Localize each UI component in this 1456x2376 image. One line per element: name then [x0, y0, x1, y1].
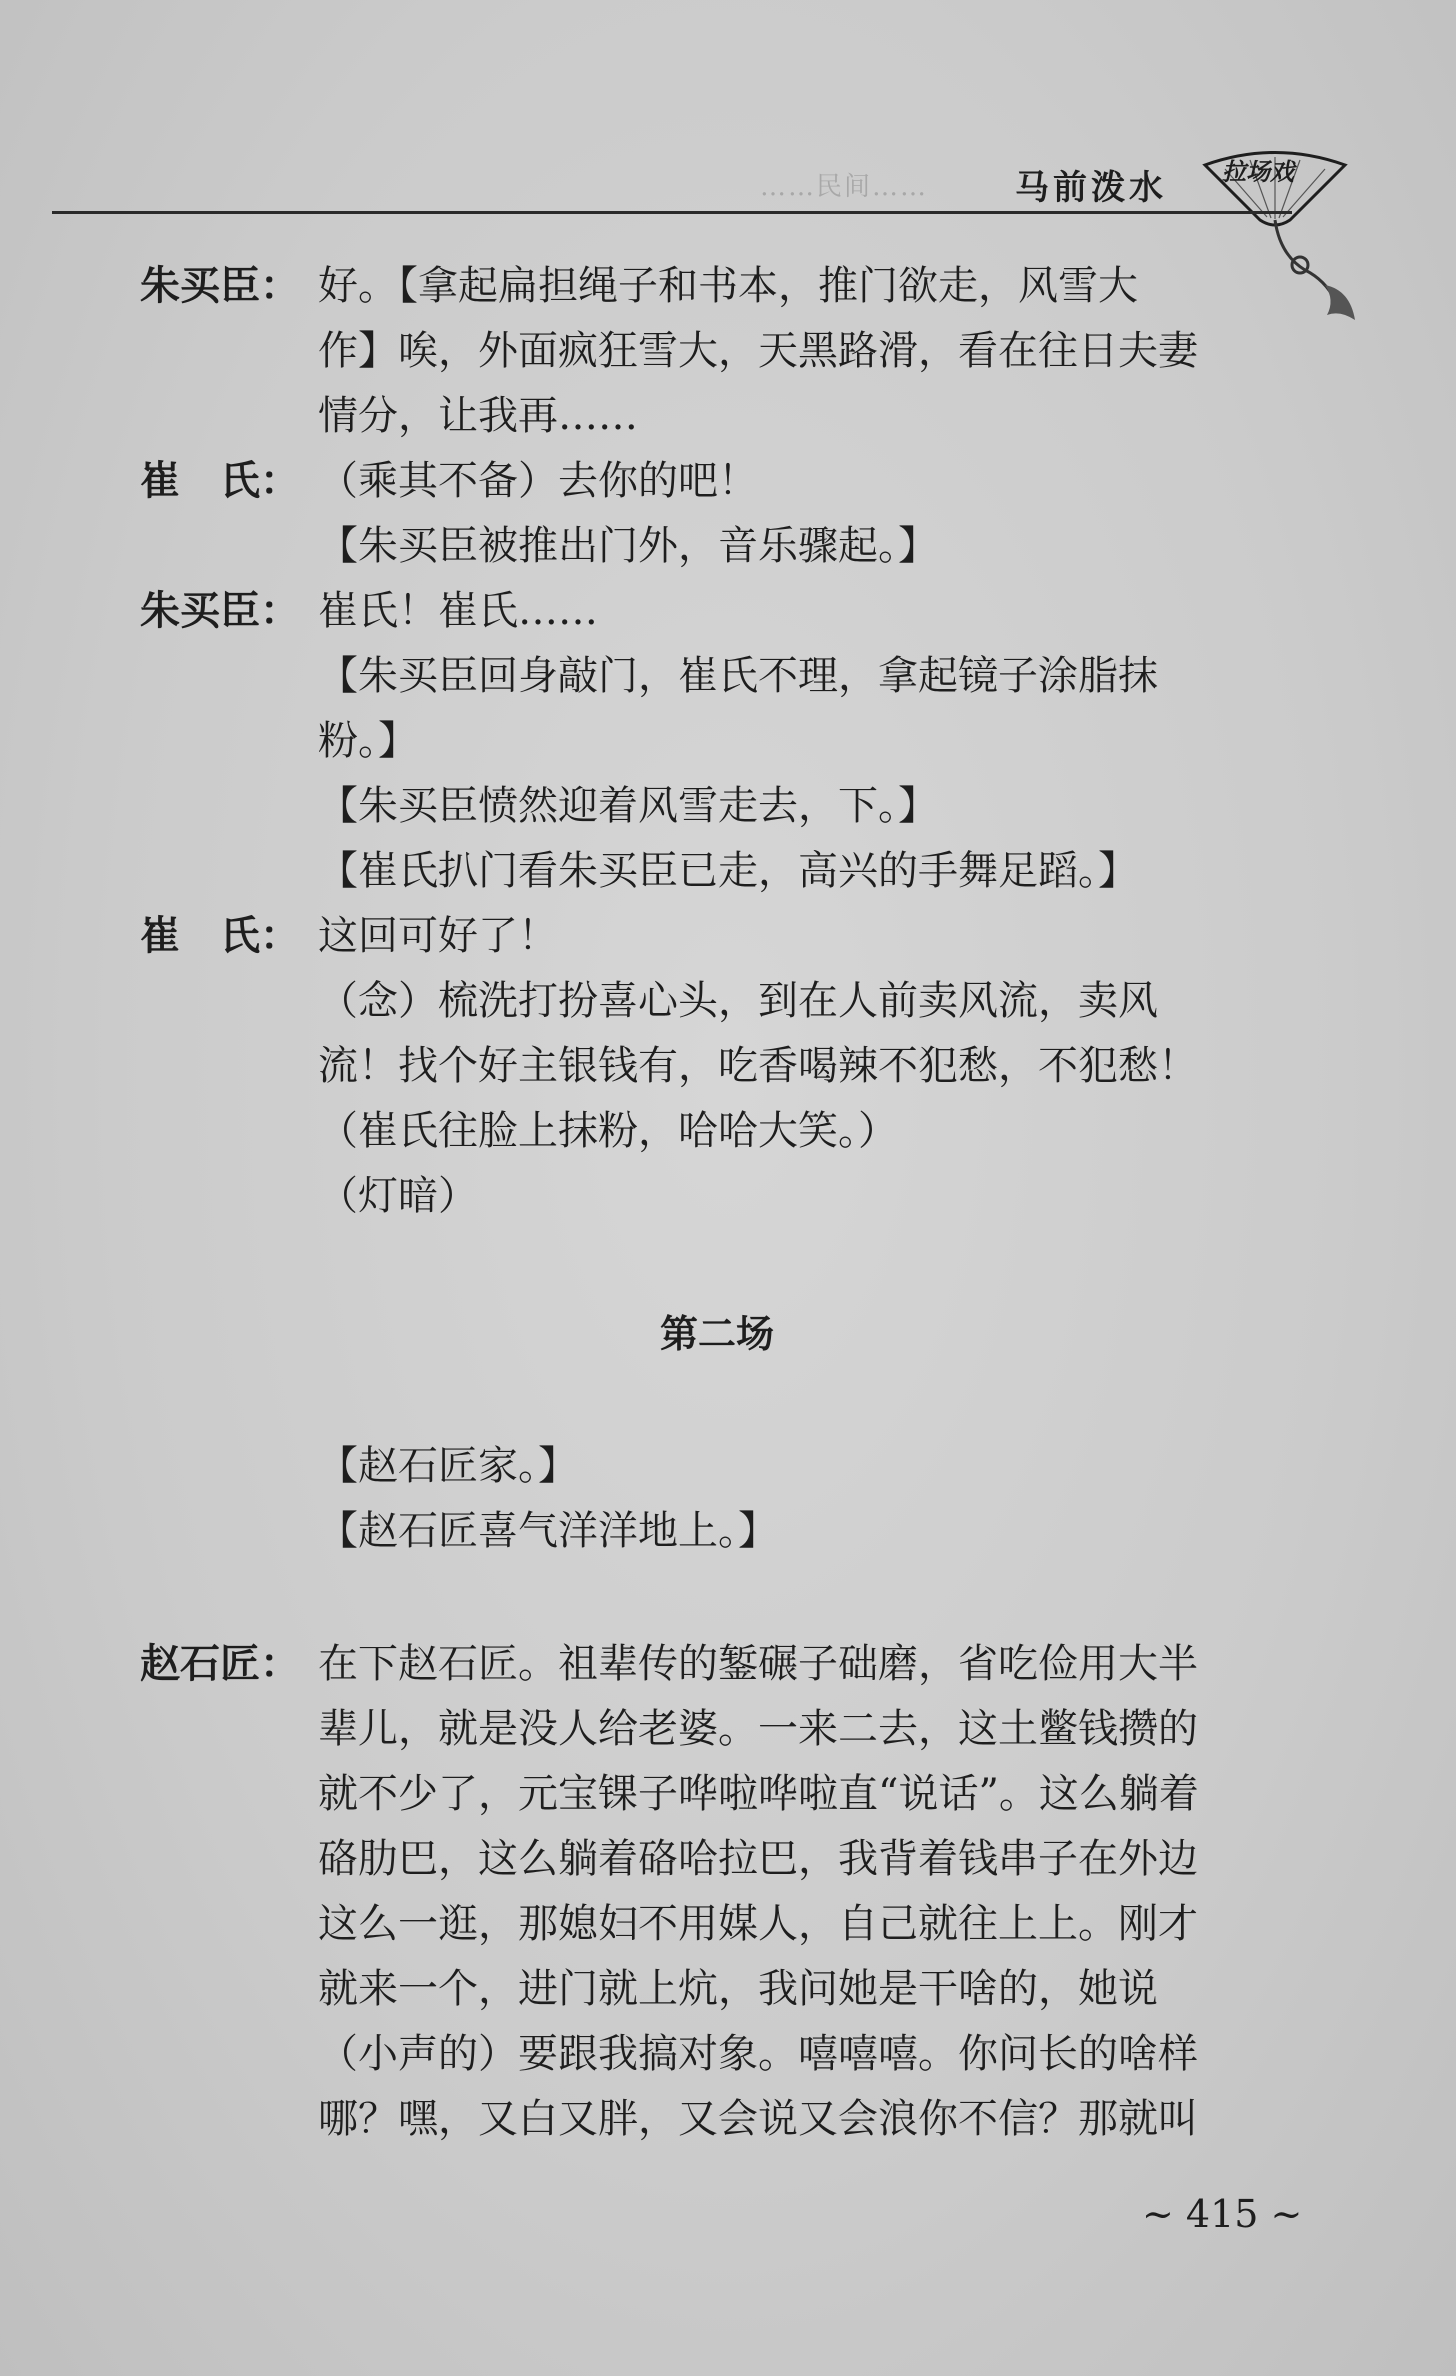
dialogue-line: 崔氏！崔氏…… [318, 588, 598, 634]
dialogue-line: （小声的）要跟我搞对象。嘻嘻嘻。你问长的啥样 [318, 2031, 1198, 2077]
dialogue-line: 在下赵石匠。祖辈传的錾碾子础磨，省吃俭用大半 [318, 1641, 1198, 1687]
dialogue-line: 就来一个，进门就上炕，我问她是干啥的，她说 [318, 1966, 1158, 2012]
stage-direction: 【赵石匠喜气洋洋地上。】 [318, 1508, 778, 1554]
speaker-label: 崔 氏： [140, 913, 300, 959]
stage-direction: 【赵石匠家。】 [318, 1443, 578, 1489]
stage-direction: 粉。】 [318, 718, 418, 764]
header-emblem-text: 拉场戏 [1222, 157, 1294, 186]
dialogue-line: 硌肋巴，这么躺着硌哈拉巴，我背着钱串子在外边 [318, 1836, 1198, 1882]
stage-direction: （灯暗） [318, 1173, 478, 1219]
dialogue-line: 辈儿，就是没人给老婆。一来二去，这土鳖钱攒的 [318, 1706, 1198, 1752]
stage-direction: 【崔氏扒门看朱买臣已走，高兴的手舞足蹈。】 [318, 848, 1138, 894]
speaker-label: 赵石匠： [140, 1641, 300, 1687]
dialogue-line: 情分，让我再…… [318, 393, 638, 439]
speaker-label: 崔 氏： [140, 458, 300, 504]
header-title: 马前泼水 [1015, 168, 1167, 208]
dialogue-line: 这么一逛，那媳妇不用媒人，自己就往上上。刚才 [318, 1901, 1198, 1947]
dialogue-line: 哪？嘿，又白又胖，又会说又会浪你不信？那就叫 [318, 2096, 1198, 2142]
dialogue-line: 流！找个好主银钱有，吃香喝辣不犯愁，不犯愁！ [318, 1043, 1198, 1089]
dialogue-line: （乘其不备）去你的吧！ [318, 458, 758, 504]
dialogue-line: （念）梳洗打扮喜心头，到在人前卖风流，卖风 [318, 978, 1158, 1024]
stage-direction: 【朱买臣回身敲门，崔氏不理，拿起镜子涂脂抹 [318, 653, 1158, 699]
stage-direction: 【朱买臣愤然迎着风雪走去，下。】 [318, 783, 938, 829]
dialogue-line: 好。【拿起扁担绳子和书本，推门欲走，风雪大 [318, 263, 1138, 309]
header-rule [52, 211, 1292, 214]
stage-direction: （崔氏往脸上抹粉，哈哈大笑。） [318, 1108, 898, 1154]
dialogue-line: 作】唉，外面疯狂雪大，天黑路滑，看在往日夫妻 [318, 328, 1198, 374]
tassel-icon [1255, 215, 1365, 325]
dialogue-line: 这回可好了！ [318, 913, 558, 959]
scene-title: 第二场 [660, 1312, 775, 1356]
speaker-label: 朱买臣： [140, 263, 300, 309]
page-number: ~ 415 ~ [1142, 2192, 1303, 2236]
speaker-label: 朱买臣： [140, 588, 300, 634]
stage-direction: 【朱买臣被推出门外，音乐骤起。】 [318, 523, 938, 569]
dialogue-line: 就不少了，元宝锞子哗啦哗啦直“说话”。这么躺着 [318, 1771, 1199, 1817]
header-faint-text: ……民间…… [760, 172, 929, 202]
